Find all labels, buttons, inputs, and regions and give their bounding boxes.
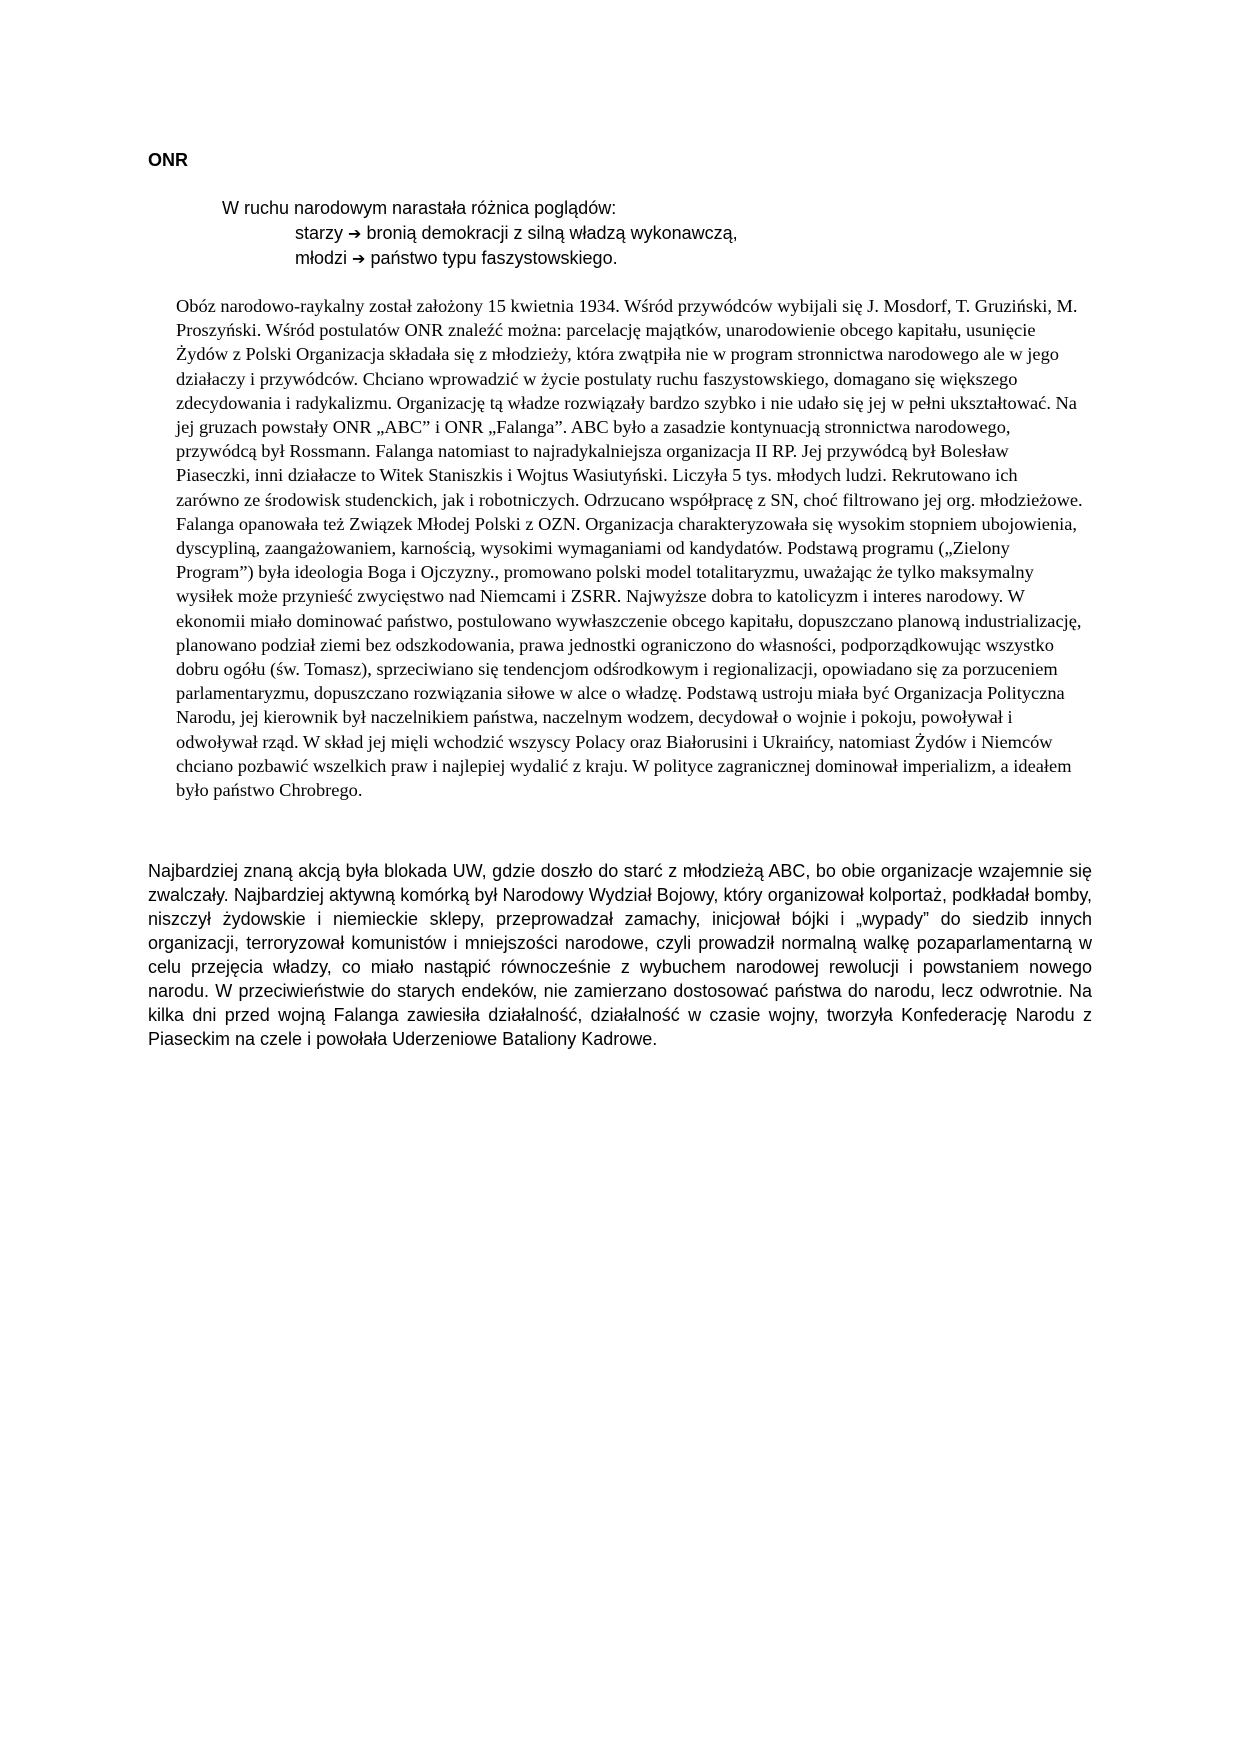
paragraph-onr-actions: Najbardziej znaną akcją była blokada UW, gdzie doszło do starć z młodzieżą ABC, bo obie organizacje wzajemnie się zwalczały. Najbardziej aktywną komórką był Narodowy Wydział Bojowy, który organizował kolportaż, podkładał bomby, niszczył żydowskie i niemieckie sklepy, przeprowadzał zamachy, inicjował bójki i „wypady” do siedzib innych organizacji, terroryzował komunistów i mniejszości narodowe, czyli prowadził normalną walkę pozaparlamentarną w celu przejęcia władzy, co miało nastąpić równocześnie z wybuchem narodowej rewolucji i powstaniem nowego narodu. W przeciwieństwie do starych endeków, nie zamierzano dostosować państwa do narodu, lecz odwrotnie. Na kilka dni przed wojną Falanga zawiesiła działalność, działalność w czasie wojny, tworzyła Konfederację Narodu z Piaseckim na czele i powołała Uderzeniowe Bataliony Kadrowe.	[148, 861, 1092, 1049]
document-title: ONR	[148, 150, 188, 170]
view-text-old: bronią demokracji z silną władzą wykonawczą,	[366, 223, 738, 243]
view-group-young: młodzi	[295, 248, 348, 268]
right-arrow-icon: ➔	[352, 249, 366, 268]
view-line-young	[222, 246, 1022, 271]
paragraph-onr-history: Obóz narodowo-raykalny został założony 15 kwietnia 1934. Wśród przywódców wybijali się J. Mosdorf, T. Gruziński, M. Proszyński. Wśród postulatów ONR znaleźć można: parcelację majątków, unarodowienie obcego kapitału, usunięcie Żydów z Polski Organizacja składała się z młodzieży, która zwątpiła nie w program stronnictwa narodowego ale w jego działaczy i przywódców. Chciano wprowadzić w życie postulaty ruchu faszystowskiego, domagano się większego zdecydowania i radykalizmu. Organizację tą władze rozwiązały bardzo szybko i nie udało się jej w pełni ukształtować. Na jej gruzach powstały ONR „ABC” i ONR „Falanga”. ABC było a zasadzie kontynuacją stronnictwa narodowego, przywódcą był Rossmann. Falanga natomiast to najradykalniejsza organizacja II RP. Jej przywódcą był Bolesław Piaseczki, inni działacze to Witek Staniszkis i Wojtus Wasiutyński. Liczyła 5 tys. młodych ludzi. Rekrutowano ich zarówno ze środowisk studenckich, jak i robotniczych. Odrzucano współpracę z SN, choć filtrowano jej org. młodzieżowe. Falanga opanowała też Związek Młodej Polski z OZN. Organizacja charakteryzowała się wysokim stopniem ubojowienia, dyscypliną, zaangażowaniem, karnością, wysokimi wymaganiami od kandydatów. Podstawą programu („Zielony Program”) była ideologia Boga i Ojczyzny., promowano polski model totalitaryzmu, uważając że tylko maksymalny wysiłek może przynieść zwycięstwo nad Niemcami i ZSRR. Najwyższe dobra to katolicyzm i interes narodowy. W ekonomii miało dominować państwo, postulowano wywłaszczenie obcego kapitału, dopuszczano planową industrializację, planowano podział ziemi bez odszkodowania, prawa jednostki ograniczono do własności, podporządkowując wszystko dobru ogółu (św. Tomasz), sprzeciwiano się tendencjom odśrodkowym i regionalizacji, opowiadano się za porzuceniem parlamentaryzmu, dopuszczano rozwiązania siłowe w alce o władzę. Podstawą ustroju miała być Organizacja Polityczna Narodu, jej kierownik był naczelnikiem państwa, naczelnym wodzem, decydował o wojnie i pokoju, powoływał i odwoływał rząd. W skład jej mięli wchodzić wszyscy Polacy oraz Białorusini i Ukraińcy, natomiast Żydów i Niemców chciano pozbawić wszelkich praw i najlepiej wydalić z kraju. W polityce zagranicznej dominował imperializm, a ideałem było państwo Chrobrego.	[176, 296, 1083, 801]
view-line-old	[222, 221, 1022, 246]
view-text-young: państwo typu faszystowskiego.	[370, 248, 618, 268]
views-intro: W ruchu narodowym narastała różnica poglądów:	[222, 198, 617, 218]
right-arrow-icon: ➔	[348, 224, 362, 243]
view-group-old: starzy	[295, 223, 344, 243]
views-block	[222, 196, 1022, 271]
